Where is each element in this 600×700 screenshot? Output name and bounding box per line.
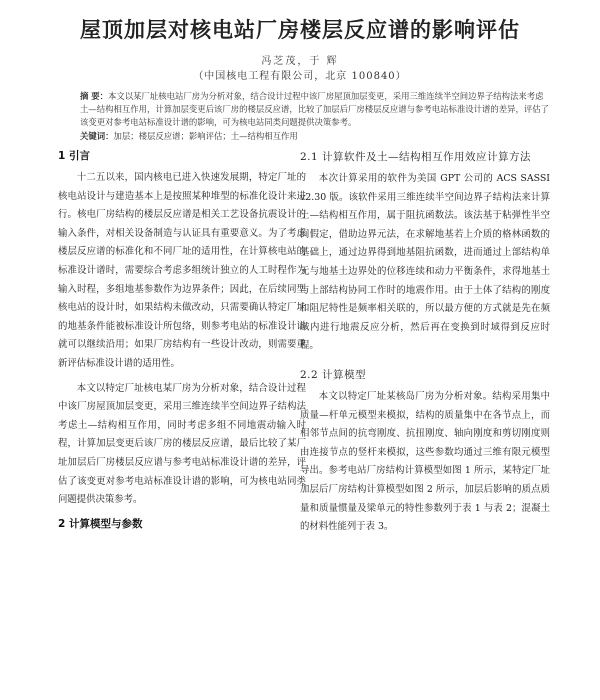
abstract-label: 摘 要： [80,91,109,101]
keywords-label: 关键词： [80,131,114,141]
abstract [80,90,550,129]
subsection-2-1-heading: 2.1 计算软件及土—结构相互作用效应计算方法 [300,151,532,163]
keywords [80,130,550,142]
paper-affiliation: （中国核电工程有限公司，北京 100840） [193,71,407,82]
right-column [300,148,550,537]
subsection-2-1-paragraph: 本次计算采用的软件为美国 GPT 公司的 ACS SASSI v2.30 版。该软件采用三维连续半空间边界子结构法来计算土—结构相互作用，属于阻抗函数法。该法基于粘弹性半空间假定，借助边界元法，在求解地基若上介质的格林函数的基础上，通过边界得到地基阻抗函数，进而通过上部结构单元与地基土边界处的位移连续和动力平衡条件，求得地基土与上部结构协同工作时的地震作用。由于土体了结构的刚度和阻尼特性是频率相关联的，所以最方便的方式就是先在频域内进行地震反应分析，然后再在变换到时域得到反应时程。 [300,173,550,352]
subsection-2-2-heading: 2.2 计算模型 [300,368,367,381]
paper-title: 屋顶加层对核电站厂房楼层反应谱的影响评估 [80,18,520,42]
keywords-text: 加层；楼层反应谱；影响评估；土—结构相互作用 [113,131,298,141]
abstract-text: 本文以某厂址核电站厂房为分析对象，结合设计过程中该厂房屋顶加层变更，采用三维连续半空间边界子结构法来考虑土—结构相互作用，计算加层变更后该厂房的楼层反应谱，比较了加层后厂房楼层反应谱与参考电站标准设计谱的差异，评估了该变更对参考电站标准设计谱的影响，可为核电站同类问题提供决策参考。 [80,91,549,127]
subsection-2-2-paragraph: 本文以特定厂址某核岛厂房为分析对象。结构采用集中质量—杆单元模型来模拟，结构的质量集中在各节点上，而相邻节点间的抗弯刚度、抗扭刚度、轴向刚度和剪切刚度则由连接节点的竖杆来模拟，这些参数均通过三维有限元模型导出。参考电站厂房结构计算模型如图 1 所示，某特定厂址加层后厂房结构计算模型如图 2 所示，加层后影响的质点质量和质量惯量及梁单元的特性参数列于表 1 与表 2；混凝土的材料性能列于表 3。 [300,390,550,533]
section-1-paragraph-1: 十二五以来，国内核电已进入快速发展期，特定厂址的核电站设计与建造基本上是按照某种堆型的标准化设计来进行。核电厂房结构的楼层反应谱是相关工艺设备抗震设计的输入条件，对相关设备制造与认证具有重要意义。为了考虑楼层反应谱的标准化和不同厂址的适用性，在计算核电站的标准设计谱时，需要综合考虑多组统计独立的人工时程作为输入时程，多组地基参数作为边界条件；因此，在后续同型核电站的设计时，如果结构未做改动，只需要确认特定厂址的地基条件能被标准设计所包络，则参考电站的标准设计谱就可以继续沿用；如果厂房结构有一些设计改动，则需要重新评估标准设计谱的适用性。 [58,172,306,369]
section-1-heading: 1 引言 [58,150,90,162]
section-2-heading: 2 计算模型与参数 [58,517,143,530]
section-1-paragraph-2: 本文以特定厂址核电某厂房为分析对象，结合设计过程中该厂房屋顶加层变更，采用三维连续半空间边界子结构法考虑土—结构相互作用，同时考虑多组不同地震动输入时程，计算加层变更后该厂房的楼层反应谱，最后比较了某厂址加层后厂房楼层反应谱与参考电站标准设计谱的差异，评估了该变更对参考电站标准设计谱的影响，可为核电站同类问题提供决策参考。 [58,382,306,506]
left-column [58,148,306,537]
paper-authors: 冯芝茂，于 辉 [261,56,339,67]
